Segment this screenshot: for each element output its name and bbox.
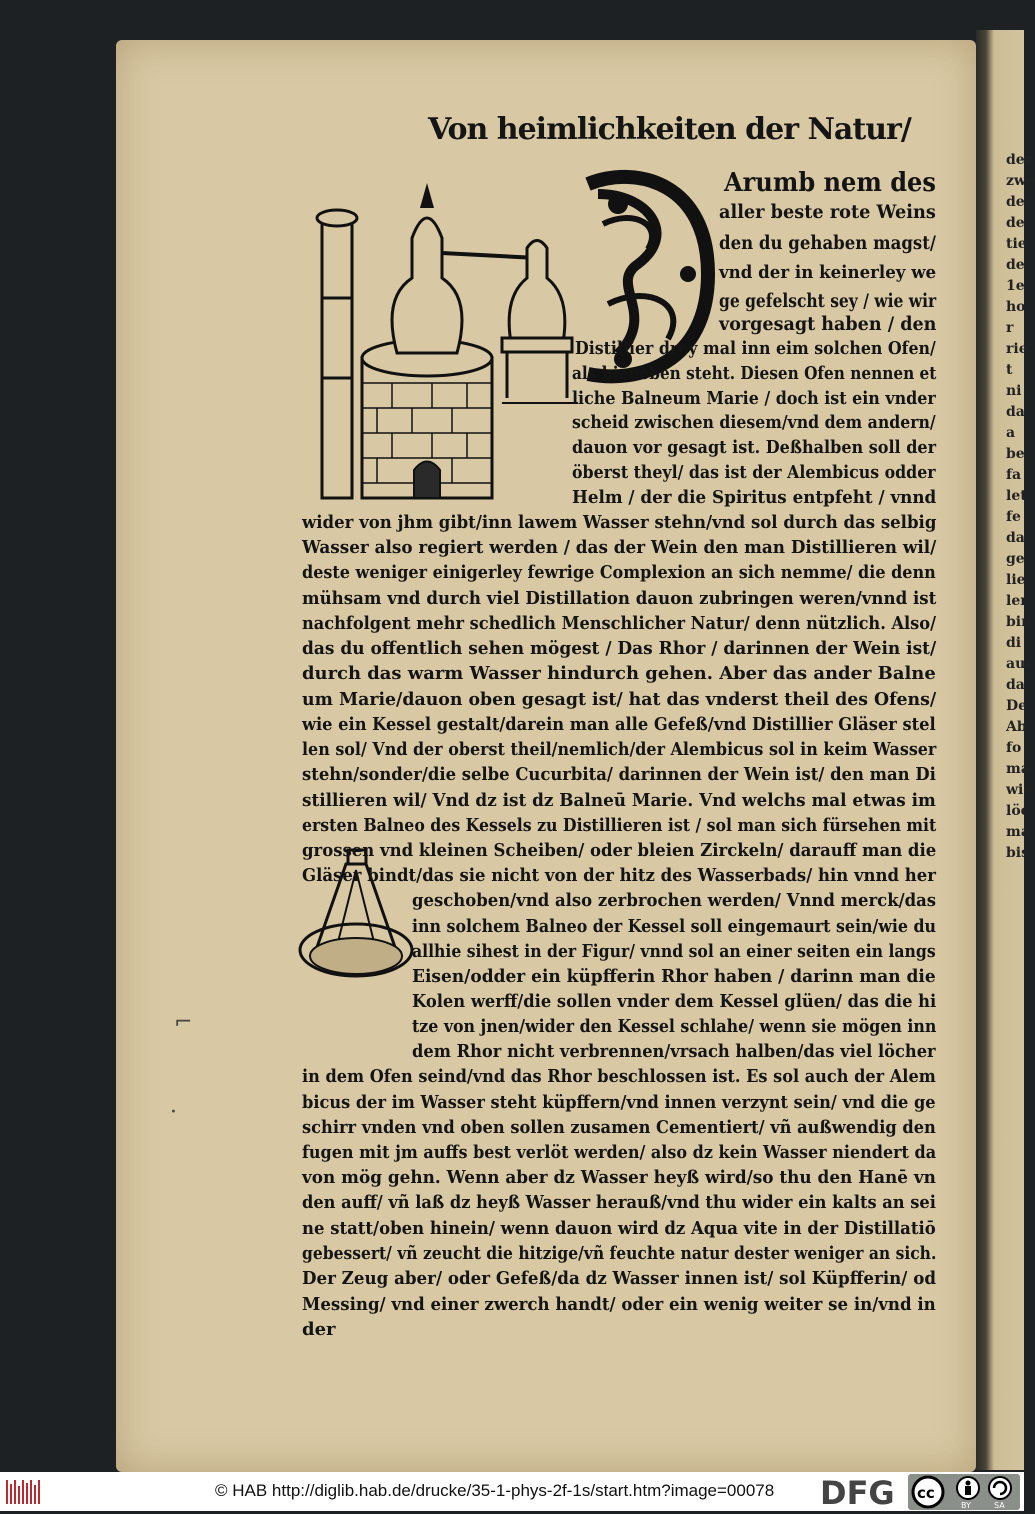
edge-fragment: ge xyxy=(1006,551,1025,567)
text-line: stillieren wil/ Vnd dz ist dz Balneū Marie. Vnd welchs mal etwas im xyxy=(302,790,936,811)
text-line: das du offentlich sehen mögest / Das Rhor / darinnen der Wein ist/ xyxy=(302,638,937,659)
svg-text:cc: cc xyxy=(917,1484,935,1502)
text-line: nachfolgent mehr schedlich Menschlicher Natur/ denn nützlich. Also/ xyxy=(302,613,937,634)
text-line: den du gehaben magst/ xyxy=(719,232,936,254)
text-line: wider von jhm gibt/inn lawem Wasser stehn/vnd sol durch das selbig xyxy=(302,512,937,533)
edge-fragment: da xyxy=(1006,530,1025,546)
text-line: vorgesagt haben / den xyxy=(719,313,937,335)
edge-fragment: der xyxy=(1006,152,1033,168)
edge-fragment: rie xyxy=(1006,341,1028,357)
text-line: Messing/ vnd einer zwerch handt/ oder ein wenig weiter se in/vnd in xyxy=(302,1294,936,1315)
viewer-footer xyxy=(0,1472,1024,1511)
text-line: bicus der im Wasser steht küpffern/vnd innen verzynt sein/ vnd die ge xyxy=(302,1092,936,1113)
text-line: Eisen/odder ein küpfferin Rhor haben / darinn man die xyxy=(412,966,936,987)
hab-barcode-icon xyxy=(6,1480,40,1504)
text-line: tze von jnen/wider den Kessel schlahe/ wenn sie mögen inn xyxy=(412,1016,937,1037)
edge-fragment: De xyxy=(1006,698,1028,714)
edge-fragment: ma xyxy=(1006,824,1030,840)
text-line: allhie sihest in der Figur/ vnnd sol an einer seiten ein langs xyxy=(412,941,936,962)
text-line: öberst theyl/ das ist der Alembicus odder xyxy=(572,462,936,483)
cc-by-label: BY xyxy=(961,1501,971,1510)
text-line: dem Rhor nicht verbrennen/vrsach halben/das viel löcher xyxy=(412,1041,936,1062)
margin-mark: ⌐ xyxy=(174,1010,193,1035)
text-line: wie ein Kessel gestalt/darein man alle Gefeß/vnd Distillier Gläser stel xyxy=(302,714,936,735)
text-line: um Marie/dauon oben gesagt ist/ hat das vnderst theil des Ofens/ xyxy=(302,689,937,710)
text-line: Helm / der die Spiritus entpfeht / vnnd xyxy=(572,487,937,508)
edge-fragment: wie xyxy=(1006,782,1033,798)
edge-fragment: bis xyxy=(1006,845,1029,861)
text-line: als hieneben steht. Diesen Ofen nennen et xyxy=(572,363,937,384)
edge-fragment: ler xyxy=(1006,593,1028,609)
edge-fragment: t xyxy=(1006,362,1013,378)
text-line: fugen mit jm auffs best verlöt werden/ also dz kein Wasser niendert da xyxy=(302,1142,937,1163)
cc-sa-label: SA xyxy=(994,1501,1005,1510)
edge-fragment: ni xyxy=(1006,383,1022,399)
edge-fragment: de xyxy=(1006,257,1025,273)
text-line: deste weniger einigerley fewrige Complexion an sich nemme/ die denn xyxy=(302,562,936,583)
text-line: liche Balneum Marie / doch ist ein vnder xyxy=(572,388,936,409)
edge-fragment: tie xyxy=(1006,236,1027,252)
text-line: Wasser also regiert werden / das der Wein den man Distillieren wil/ xyxy=(302,537,937,558)
edge-fragment: fa xyxy=(1006,467,1022,483)
edge-fragment: zwe xyxy=(1006,173,1035,189)
text-line: ersten Balneo des Kessels zu Distillieren ist / sol man sich fürsehen mit xyxy=(302,815,937,836)
dfg-logo-icon xyxy=(818,1474,908,1512)
cc-icon xyxy=(908,1474,1020,1510)
text-line: Gläser bindt/das sie nicht von der hitz des Wasserbads/ hin vnnd her xyxy=(302,865,936,886)
text-line: ge gefelscht sey / wie wir xyxy=(719,290,937,312)
margin-mark-dot: · xyxy=(170,1100,177,1125)
edge-fragment: de xyxy=(1006,215,1025,231)
text-line: der xyxy=(302,1319,336,1340)
text-line: Distillier drey mal inn eim solchen Ofen/ xyxy=(575,338,936,359)
edge-fragment: ho xyxy=(1006,299,1026,315)
edge-fragment: löc xyxy=(1006,803,1030,819)
text-line: in dem Ofen seind/vnd das Rhor beschlossen ist. Es sol auch der Alem xyxy=(302,1066,936,1087)
text-line: vnd der in keinerley we xyxy=(719,262,937,283)
edge-fragment: lie xyxy=(1006,572,1026,588)
edge-fragment: da xyxy=(1006,404,1025,420)
edge-fragment: ma xyxy=(1006,761,1030,777)
facing-page-text-fragments xyxy=(1006,150,1035,864)
text-line: von mög gehn. Wenn aber dz Wasser heyß wird/so thu den Hanē vn xyxy=(302,1167,936,1188)
text-line: Der Zeug aber/ oder Gefeß/da dz Wasser innen ist/ sol Küpfferin/ od xyxy=(302,1268,936,1289)
text-line: inn solchem Balneo der Kessel soll eingemaurt sein/wie du xyxy=(412,916,937,937)
edge-fragment: di xyxy=(1006,635,1022,651)
edge-fragment: bin xyxy=(1006,614,1032,630)
edge-fragment: 1e xyxy=(1006,278,1025,294)
text-line: schirr vnden vnd oben sollen zusamen Cementiert/ vñ außwendig den xyxy=(302,1117,936,1138)
edge-fragment: Ab xyxy=(1006,719,1027,735)
edge-fragment: be xyxy=(1006,446,1025,462)
edge-fragment: da xyxy=(1006,677,1025,693)
edge-fragment: a xyxy=(1006,425,1016,441)
running-head: Von heimlichkeiten der Natur/ xyxy=(428,112,911,147)
source-link[interactable]: © HAB http://diglib.hab.de/drucke/35-1-phys-2f-1s/start.htm?image=00078 xyxy=(215,1481,775,1500)
text-line: geschoben/vnd also zerbrochen werden/ Vnnd merck/das xyxy=(412,890,937,911)
text-line: stehn/sonder/die selbe Cucurbita/ darinnen der Wein ist/ den man Di xyxy=(302,764,936,785)
text-line: Kolen werff/die sollen vnder dem Kessel glüen/ das die hi xyxy=(412,991,937,1012)
distillation-furnace-illustration xyxy=(302,178,578,508)
text-line: Arumb nem des xyxy=(724,168,936,198)
edge-fragment: fe xyxy=(1006,509,1021,525)
edge-fragment: fo xyxy=(1006,740,1022,756)
cc-by-sa-license-badge[interactable] xyxy=(908,1474,1020,1510)
text-line: scheid zwischen diesem/vnd dem andern/ xyxy=(572,412,936,433)
text-line: len sol/ Vnd der oberst theil/nemlich/der Alembicus sol in keim Wasser xyxy=(302,739,937,760)
edge-fragment: auf xyxy=(1006,656,1032,672)
text-line: durch das warm Wasser hindurch gehen. Aber das ander Balne xyxy=(302,663,936,684)
dfg-logo-text: DFG xyxy=(820,1474,895,1512)
edge-fragment: der xyxy=(1006,194,1033,210)
edge-fragment: r xyxy=(1006,320,1014,336)
text-line: ne statt/oben hinein/ wenn dauon wird dz Aqua vite in der Distillatiō xyxy=(302,1218,936,1239)
text-line: den auff/ vñ laß dz heyß Wasser herauß/vnd thu wider ein kalts an sei xyxy=(302,1192,936,1213)
text-line: dauon vor gesagt ist. Deßhalben soll der xyxy=(572,437,937,458)
text-line: mühsam vnd durch viel Distillation dauon zubringen weren/vnnd ist xyxy=(302,588,937,609)
text-line: aller beste rote Weins xyxy=(719,201,936,223)
text-line: gebessert/ vñ zeucht die hitzige/vñ feuchte natur dester weniger an sich. xyxy=(302,1243,937,1264)
edge-fragment: let xyxy=(1006,488,1027,504)
text-line: grossen vnd kleinen Scheiben/ oder bleien Zirckeln/ darauff man die xyxy=(302,840,937,861)
